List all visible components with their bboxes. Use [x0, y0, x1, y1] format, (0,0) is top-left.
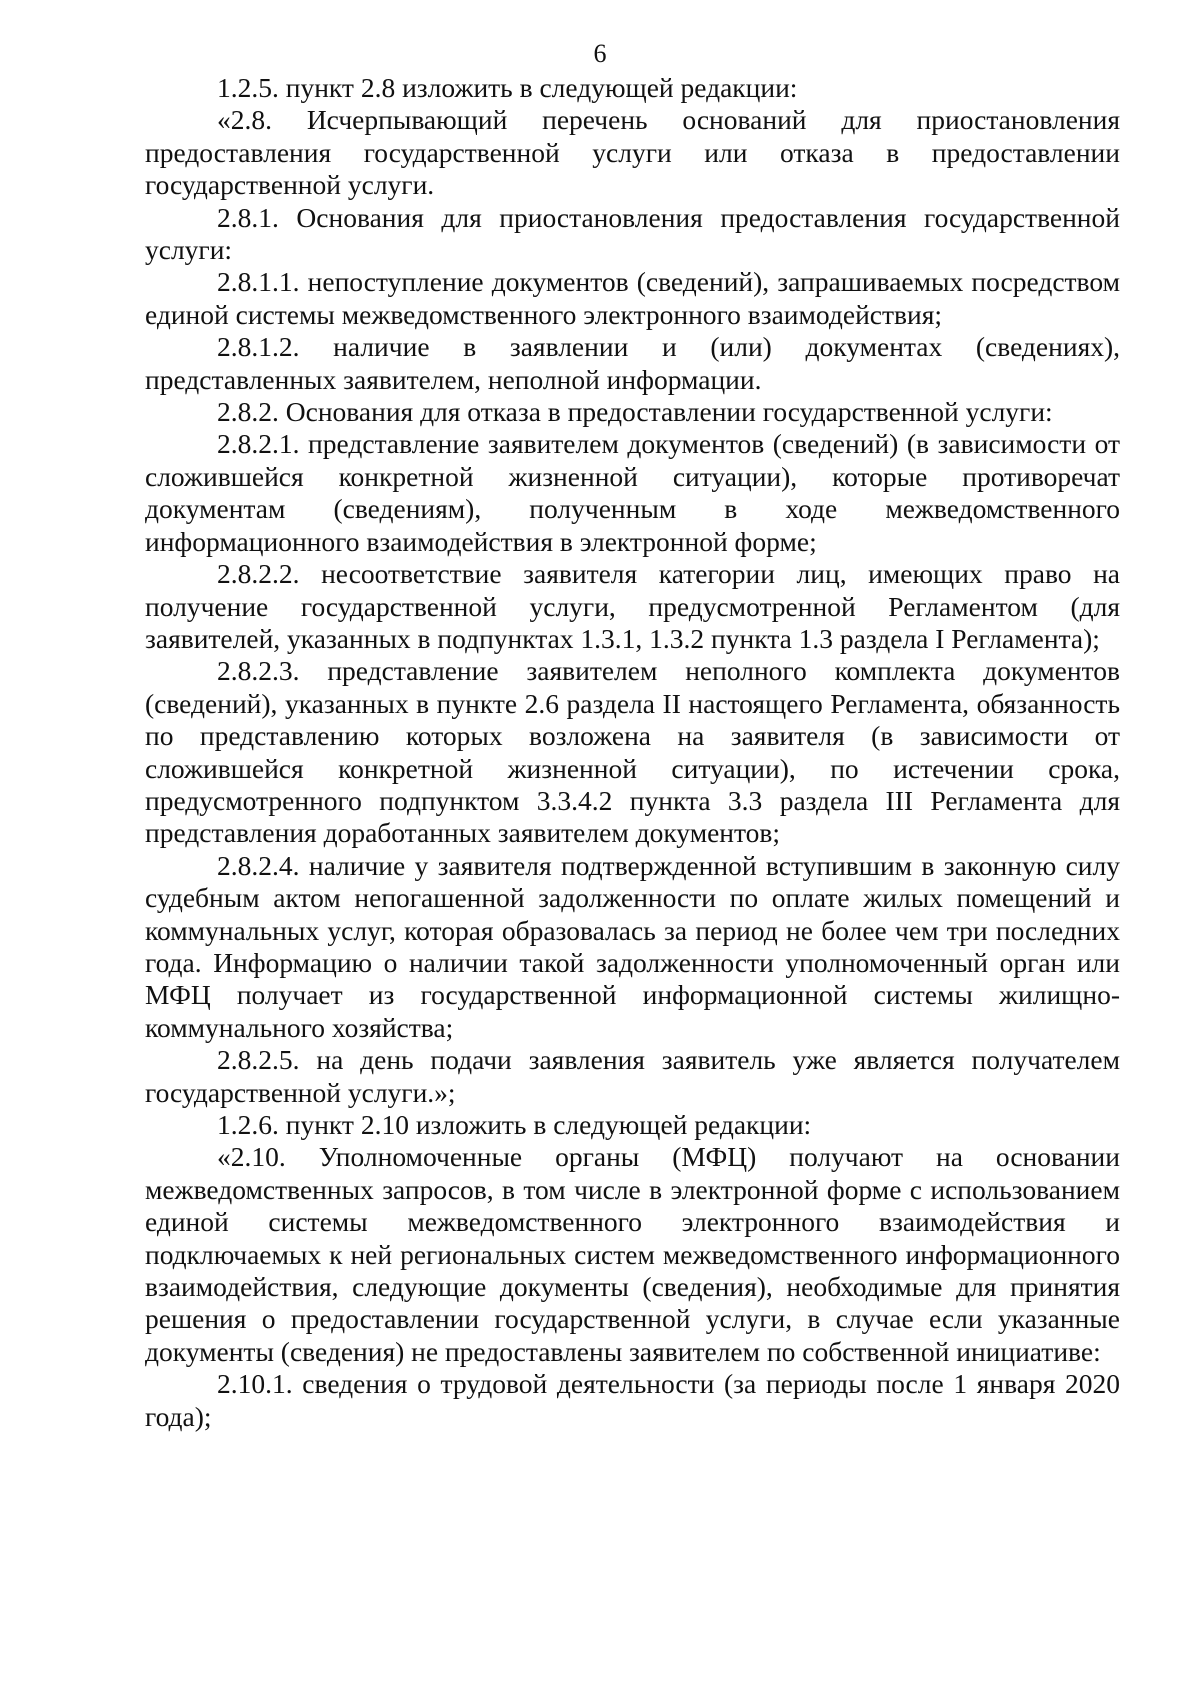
- paragraph-2-8-1: 2.8.1. Основания для приостановления предоставления государственной услуги:: [145, 201, 1120, 266]
- paragraph-1-2-6: 1.2.6. пункт 2.10 изложить в следующей редакции:: [217, 1109, 812, 1140]
- paragraph-2-8-2-2: 2.8.2.2. несоответствие заявителя категории лиц, имеющих право на получение государственной услуги, предусмотренной Регламентом (для заявителей, указанных в подпунктах 1.3.1, 1.3.2 пункта 1.3 раздела I Регламента);: [145, 558, 1120, 654]
- paragraph-2-10: «2.10. Уполномоченные органы (МФЦ) получают на основании межведомственных запросов, в том числе в электронной форме с использованием единой системы межведомственного электронного взаимодействия и подключаемых к ней региональных систем межведомственного информационного взаимодействия, следующие документы (сведения), необходимые для принятия решения о предоставлении государственной услуги, в случае если указанные документы (сведения) не предоставлены заявителем по собственной инициативе:: [145, 1141, 1120, 1367]
- paragraph-2-8-2-4: 2.8.2.4. наличие у заявителя подтвержденной вступившим в законную силу судебным актом непогашенной задолженности по оплате жилых помещений и коммунальных услуг, которая образовалась за период не более чем три последних года. Информацию о наличии такой задолженности уполномоченный орган или МФЦ получает из государственной информационной системы жилищно-коммунального хозяйства;: [145, 849, 1120, 1043]
- paragraph-2-8-2-3: 2.8.2.3. представление заявителем неполного комплекта документов (сведений), указанных в пункте 2.6 раздела II настоящего Регламента, обязанность по представлению которых возложена на заявителя (в зависимости от сложившейся конкретной жизненной ситуации), по истечении срока, предусмотренного подпунктом 3.3.4.2 пункта 3.3 раздела III Регламента для представления доработанных заявителем документов;: [145, 655, 1120, 849]
- paragraph-2-10-1: 2.10.1. сведения о трудовой деятельности (за периоды после 1 января 2020 года);: [145, 1368, 1120, 1432]
- paragraph-2-8-2-5: 2.8.2.5. на день подачи заявления заявитель уже является получателем государственной услуги.»;: [145, 1044, 1120, 1108]
- page-number: 6: [593, 39, 607, 68]
- paragraph-2-8: «2.8. Исчерпывающий перечень оснований для приостановления предоставления государственной услуги или отказа в предоставлении государственной услуги.: [145, 104, 1120, 201]
- paragraph-2-8-2-1: 2.8.2.1. представление заявителем документов (сведений) (в зависимости от сложившейся конкретной жизненной ситуации), которые противоречат документам (сведениям), полученным в ходе межведомственного информационного взаимодействия в электронной форме;: [145, 428, 1120, 557]
- document-body: [145, 72, 1120, 1433]
- paragraph-1-2-5: 1.2.5. пункт 2.8 изложить в следующей редакции:: [217, 72, 798, 103]
- paragraph-2-8-1-1: 2.8.1.1. непоступление документов (сведений), запрашиваемых посредством единой системы межведомственного электронного взаимодействия;: [145, 266, 1120, 330]
- paragraph-2-8-2: 2.8.2. Основания для отказа в предоставлении государственной услуги:: [217, 396, 1053, 428]
- paragraph-2-8-1-2: 2.8.1.2. наличие в заявлении и (или) документах (сведениях), представленных заявителем, неполной информации.: [145, 331, 1120, 395]
